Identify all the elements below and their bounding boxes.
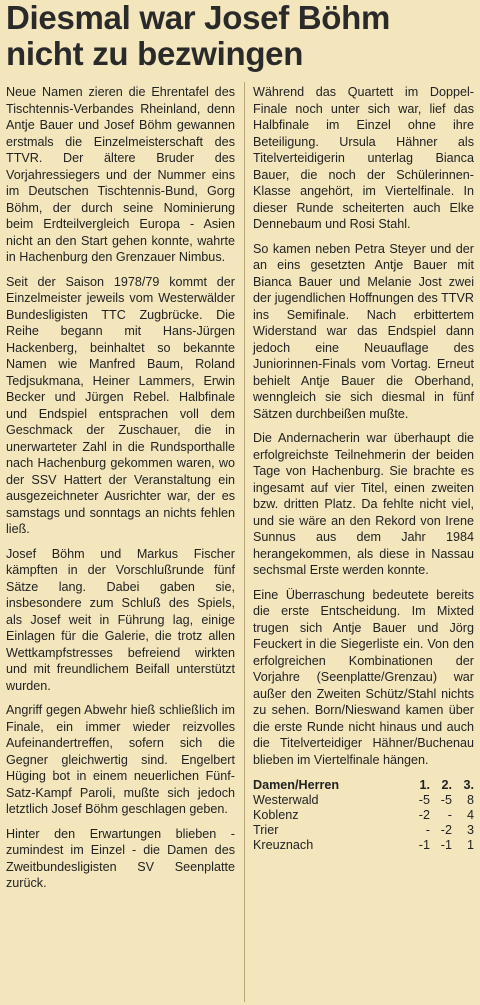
table-row: [253, 838, 474, 853]
article-paragraph: Josef Böhm und Markus Fischer kämpften in der Vorschlußrunde fünf Sätze lang. Dabei gaben sie, insbesondere zum Schluß des Spiels, als Josef weit in Führung lag, einige Einlagen für die Galerie, die trotz allen Wettkampfstresses befreiend wirkten und mit freundlichem Beifall unterstützt wurden.: [6, 546, 235, 693]
article-paragraph: Angriff gegen Abwehr hieß schließlich im Finale, ein immer wieder reizvolles Aufeinandertreffen, sofern sich die Gegner gleichwertig sind. Engelbert Hüging bot in einem neuerlichen Fünf-Satz-Kampf Paroli, mußte sich jedoch letztlich Josef Böhm geschlagen geben.: [6, 703, 235, 816]
article-paragraph: Eine Überraschung bedeutete bereits die erste Entscheidung. Im Mixted trugen sich Antje Bauer und Jörg Feuckert in die Siegerliste ein. Von den erfolgreichen Kombinationen der Vorjahre (Seenplatte/Grenzau) war außer den Zweiten Schütz/Stahl nichts zu sehen. Born/Nieswand kamen über die erste Runde nicht hinaus und auch die Titelverteidiger Hähner/Buchenau blieben im Viertelfinale hängen.: [253, 587, 474, 767]
results-table: [253, 778, 474, 853]
article-paragraph: Während das Quartett im Doppel-Finale noch unter sich war, lief das Halbfinale im Einzel ohne ihre Beteiligung. Ursula Hähner als Titelverteidigerin unterlag Bianca Bauer, die noch der Schülerinnen-Klasse angehört, im Viertelfinale. In dieser Runde scheiterten auch Elke Dennebaum und Rosi Stahl.: [253, 85, 474, 231]
result-second: -2: [440, 823, 452, 837]
article-paragraph: So kamen neben Petra Steyer und der an eins gesetzten Antje Bauer mit Bianca Bauer und Melanie Jost zwei der jugendlichen Hoffnungen des TTVR ins Semifinale. Nach erbittertem Widerstand war das Endspiel dann jedoch eine Neuauflage des Juniorinnen-Finals vom Vortag. Erneut behielt Antje Bauer die Oberhand, wenngleich sie sich diesmal in fünf Sätzen durchbeißen mußte.: [253, 241, 474, 421]
article-column-left: [6, 84, 235, 892]
result-first: -: [425, 823, 430, 837]
result-first: -1: [418, 838, 430, 852]
region-name: Westerwald: [253, 793, 319, 807]
table-row: [253, 793, 474, 808]
table-row: [253, 823, 474, 838]
result-third: 3: [466, 823, 474, 837]
results-header-category: Damen/Herren: [253, 778, 340, 792]
article-headline: Diesmal war Josef Böhm nicht zu bezwingen: [6, 0, 391, 72]
result-third: 4: [466, 808, 474, 822]
result-first: -2: [418, 808, 430, 822]
results-header-third: 3.: [463, 778, 474, 792]
result-third: 1: [466, 838, 474, 852]
article-column-right: [253, 84, 474, 853]
result-third: 8: [466, 793, 474, 807]
region-name: Kreuznach: [253, 838, 314, 852]
result-second: -1: [440, 838, 452, 852]
article-paragraph: Seit der Saison 1978/79 kommt der Einzelmeister jeweils vom Westerwälder Bundesligisten TTC Zugbrücke. Die Reihe begann mit Hans-Jürgen Hackenberg, beinhaltet so bekannte Namen wie Manfred Baum, Roland Tedjsukmana, Heiner Lammers, Erwin Becker und Jürgen Rebel. Halbfinale und Endspiel entsprachen voll dem Geschmack der Zuschauer, die in unerwarteter Zahl in die Rundsporthalle nach Hachenburg gekommen waren, wo der SSV Hattert der Veranstaltung ein ausgezeichneter Ausrichter war, der es samstags und sonntags an nichts fehlen ließ.: [6, 274, 235, 536]
results-header-first: 1.: [419, 778, 430, 792]
region-name: Koblenz: [253, 808, 299, 822]
result-second: -: [447, 808, 452, 822]
result-second: -5: [440, 793, 452, 807]
column-divider: [244, 82, 245, 1002]
results-header-second: 2.: [441, 778, 452, 792]
article-paragraph: Hinter den Erwartungen blieben - zumindest im Einzel - die Damen des Zweitbundesligisten SV Seenplatte zurück.: [6, 826, 235, 890]
region-name: Trier: [253, 823, 279, 837]
article-paragraph: Die Andernacherin war überhaupt die erfolgreichste Teilnehmerin der beiden Tage von Hachenburg. Sie brachte es ingesamt auf vier Titel, einen zweiten bzw. dritten Platz. Da fehlte nicht viel, und sie wäre an den Rekord von Irene Sunnus aus dem Jahr 1984 herangekommen, als diese in Nassau sechsmal Erste werden konnte.: [253, 431, 474, 577]
table-row: [253, 808, 474, 823]
results-table-header-row: [253, 778, 474, 793]
article-paragraph: Neue Namen zieren die Ehrentafel des Tischtennis-Verbandes Rheinland, denn Antje Bauer und Josef Böhm gewannen erstmals die Einzelmeisterschaft des TTVR. Der ältere Bruder des Vorjahressiegers und der Nummer eins im Deutschen Tischtennis-Bund, Gorg Böhm, der durch seine Nominierung beim Erdteilvergleich Europa - Asien nicht an den Start gehen konnte, wahrte in Hachenburg den Grenzauer Nimbus.: [6, 85, 235, 264]
result-first: -5: [418, 793, 430, 807]
